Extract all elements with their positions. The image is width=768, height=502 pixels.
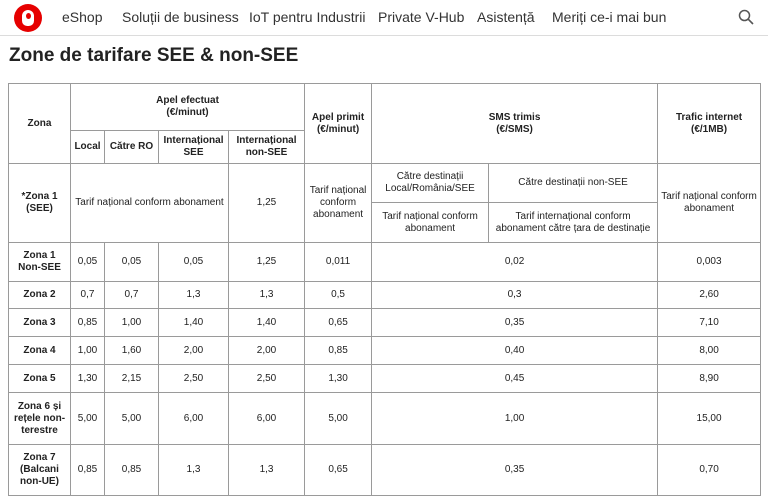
trafic-value: 2,60 (658, 282, 761, 309)
catre-ro-value: 0,05 (105, 243, 159, 282)
nav-item-meriti[interactable]: Meriți ce-i mai bun (552, 9, 667, 25)
search-icon[interactable] (738, 9, 754, 25)
tariff-table (8, 83, 761, 496)
top-navigation (0, 0, 768, 36)
int-see-value: 1,40 (159, 309, 229, 337)
local-value: 1,30 (71, 365, 105, 393)
trafic-value: 7,10 (658, 309, 761, 337)
int-see-value: 2,50 (159, 365, 229, 393)
int-see-value: 0,05 (159, 243, 229, 282)
sms-value: 0,35 (372, 445, 658, 496)
catre-ro-value: 0,85 (105, 445, 159, 496)
zona-1-sms-non-see-value: Tarif internațional conform abonament către țara de destinație (489, 203, 658, 243)
zona-label: Zona 6 și rețele non-terestre (9, 393, 71, 445)
table-row (9, 309, 761, 337)
trafic-value: 8,00 (658, 337, 761, 365)
catre-ro-value: 1,00 (105, 309, 159, 337)
table-row (9, 243, 761, 282)
local-value: 1,00 (71, 337, 105, 365)
sms-value: 0,35 (372, 309, 658, 337)
local-value: 0,85 (71, 309, 105, 337)
local-value: 5,00 (71, 393, 105, 445)
apel-primit-value: 0,011 (305, 243, 372, 282)
sms-value: 1,00 (372, 393, 658, 445)
trafic-value: 15,00 (658, 393, 761, 445)
header-zona: Zona (9, 84, 71, 164)
int-non-see-value: 2,00 (229, 337, 305, 365)
zona-label: Zona 1 Non-SEE (9, 243, 71, 282)
table-row (9, 365, 761, 393)
zona-1-sms-non-see-header: Către destinații non-SEE (489, 164, 658, 203)
zona-1-trafic: Tarif național conform abonament (658, 164, 761, 243)
local-value: 0,7 (71, 282, 105, 309)
zona-1-tarif-national: Tarif național conform abonament (71, 164, 229, 243)
int-non-see-value: 6,00 (229, 393, 305, 445)
apel-primit-value: 0,65 (305, 445, 372, 496)
int-see-value: 6,00 (159, 393, 229, 445)
int-see-value: 2,00 (159, 337, 229, 365)
zona-label: Zona 2 (9, 282, 71, 309)
int-non-see-value: 1,3 (229, 282, 305, 309)
sms-value: 0,02 (372, 243, 658, 282)
zona-label: Zona 7 (Balcani non-UE) (9, 445, 71, 496)
int-non-see-value: 2,50 (229, 365, 305, 393)
apel-primit-value: 5,00 (305, 393, 372, 445)
catre-ro-value: 0,7 (105, 282, 159, 309)
nav-item-eshop[interactable]: eShop (62, 9, 103, 25)
zona-1-see-label: *Zona 1 (SEE) (9, 164, 71, 243)
nav-item-asistenta[interactable]: Asistență (477, 9, 535, 25)
int-non-see-value: 1,40 (229, 309, 305, 337)
int-see-value: 1,3 (159, 445, 229, 496)
table-row (9, 282, 761, 309)
int-non-see-value: 1,25 (229, 243, 305, 282)
catre-ro-value: 2,15 (105, 365, 159, 393)
apel-primit-value: 0,5 (305, 282, 372, 309)
header-local: Local (71, 131, 105, 164)
sms-value: 0,3 (372, 282, 658, 309)
nav-item-iot[interactable]: IoT pentru Industrii (249, 9, 366, 25)
zona-label: Zona 4 (9, 337, 71, 365)
zona-1-apel-primit: Tarif național conform abonament (305, 164, 372, 243)
header-international-non-see: Internațional non-SEE (229, 131, 305, 164)
local-value: 0,05 (71, 243, 105, 282)
header-trafic-internet: Trafic internet (€/1MB) (658, 84, 761, 164)
header-catre-ro: Către RO (105, 131, 159, 164)
trafic-value: 8,90 (658, 365, 761, 393)
nav-item-private-vhub[interactable]: Private V-Hub (378, 9, 465, 25)
trafic-value: 0,003 (658, 243, 761, 282)
catre-ro-value: 5,00 (105, 393, 159, 445)
sms-value: 0,45 (372, 365, 658, 393)
local-value: 0,85 (71, 445, 105, 496)
trafic-value: 0,70 (658, 445, 761, 496)
header-international-see: Internațional SEE (159, 131, 229, 164)
page-title: Zone de tarifare SEE & non-SEE (9, 45, 299, 66)
header-apel-efectuat: Apel efectuat (€/minut) (71, 84, 305, 131)
vodafone-logo-icon[interactable] (14, 4, 42, 32)
zona-label: Zona 3 (9, 309, 71, 337)
header-apel-primit: Apel primit (€/minut) (305, 84, 372, 164)
apel-primit-value: 0,65 (305, 309, 372, 337)
zona-1-sms-local-value: Tarif național conform abonament (372, 203, 489, 243)
sms-value: 0,40 (372, 337, 658, 365)
int-see-value: 1,3 (159, 282, 229, 309)
catre-ro-value: 1,60 (105, 337, 159, 365)
zona-label: Zona 5 (9, 365, 71, 393)
nav-item-business[interactable]: Soluții de business (122, 9, 239, 25)
apel-primit-value: 1,30 (305, 365, 372, 393)
zona-1-int-non-see: 1,25 (229, 164, 305, 243)
header-sms-trimis: SMS trimis (€/SMS) (372, 84, 658, 164)
int-non-see-value: 1,3 (229, 445, 305, 496)
table-row (9, 337, 761, 365)
apel-primit-value: 0,85 (305, 337, 372, 365)
zona-1-sms-local-header: Către destinații Local/România/SEE (372, 164, 489, 203)
table-row (9, 393, 761, 445)
table-row (9, 445, 761, 496)
